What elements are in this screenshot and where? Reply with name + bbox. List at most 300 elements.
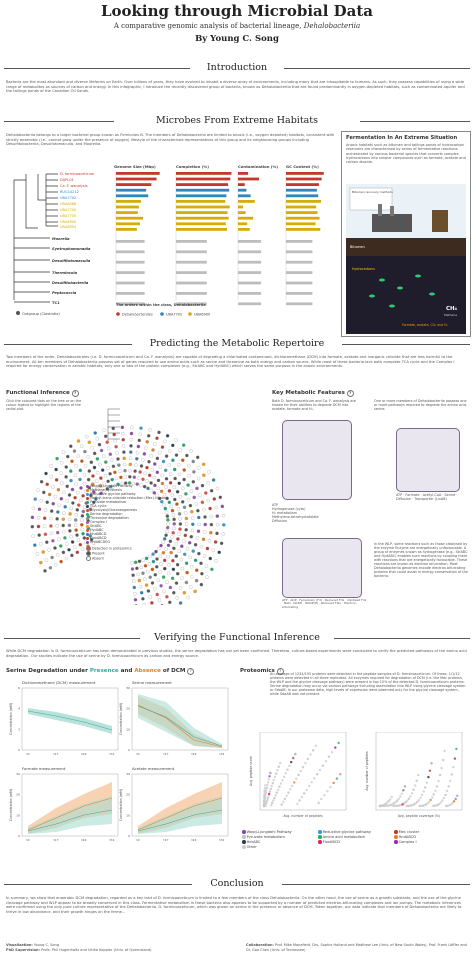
radial-dot[interactable] [130,426,133,429]
radial-dot[interactable] [171,577,174,580]
radial-dot[interactable] [81,548,84,551]
radial-dot[interactable] [123,457,126,460]
radial-dot[interactable] [115,451,118,454]
radial-dot[interactable] [185,454,188,457]
radial-dot[interactable] [181,567,184,570]
radial-dot[interactable] [192,550,195,553]
radial-dot[interactable] [151,448,154,451]
radial-dot[interactable] [91,474,94,477]
radial-dot[interactable] [162,590,165,593]
radial-dot[interactable] [187,484,190,487]
taxon-label[interactable]: D. formicoaceticum [60,172,95,176]
radial-dot[interactable] [74,474,77,477]
radial-dot[interactable] [203,515,206,518]
radial-dot[interactable] [202,538,205,541]
radial-dot[interactable] [101,469,104,472]
taxon-label[interactable]: RUG14212 [60,190,79,194]
radial-dot[interactable] [122,444,125,447]
radial-dot[interactable] [198,494,201,497]
radial-dot[interactable] [179,522,182,525]
radial-dot[interactable] [57,488,60,491]
radial-dot[interactable] [139,470,142,473]
radial-dot[interactable] [98,443,101,446]
radial-dot[interactable] [167,563,170,566]
radial-dot[interactable] [199,562,202,565]
radial-dot[interactable] [66,455,69,458]
radial-dot[interactable] [187,596,190,599]
radial-dot[interactable] [190,575,193,578]
radial-dot[interactable] [36,552,39,555]
radial-dot[interactable] [137,573,140,576]
radial-dot[interactable] [185,517,188,520]
radial-dot[interactable] [102,455,105,458]
radial-dot[interactable] [173,468,176,471]
radial-dot[interactable] [77,439,80,442]
radial-dot[interactable] [134,463,137,466]
radial-dot[interactable] [158,599,161,602]
radial-dot[interactable] [62,530,65,533]
radial-dot[interactable] [197,477,200,480]
radial-dot[interactable] [116,457,119,460]
proteomics-legend-item[interactable] [242,840,318,844]
radial-dot[interactable] [83,473,86,476]
radial-dot[interactable] [69,479,72,482]
radial-dot[interactable] [202,474,205,477]
radial-dot[interactable] [39,542,42,545]
radial-dot[interactable] [210,523,213,526]
radial-dot[interactable] [75,513,78,516]
radial-dot[interactable] [109,453,112,456]
radial-dot[interactable] [134,598,137,601]
radial-dot[interactable] [118,470,121,473]
radial-dot[interactable] [62,551,65,554]
radial-dot[interactable] [192,460,195,463]
radial-dot[interactable] [73,546,76,549]
radial-dot[interactable] [214,540,217,543]
radial-dot[interactable] [177,507,180,510]
radial-dot[interactable] [180,558,183,561]
radial-dot[interactable] [175,582,178,585]
radial-dot[interactable] [88,441,91,444]
help-icon[interactable]: ? [347,390,354,397]
radial-dot[interactable] [131,567,134,570]
radial-dot[interactable] [115,477,118,480]
radial-dot[interactable] [38,534,41,537]
radial-dot[interactable] [69,470,72,473]
radial-dot[interactable] [82,494,85,497]
radial-dot[interactable] [196,509,199,512]
radial-dot[interactable] [66,485,69,488]
radial-dot[interactable] [48,548,51,551]
radial-dot[interactable] [151,581,154,584]
radial-dot[interactable] [106,466,109,469]
radial-dot[interactable] [56,457,59,460]
radial-dot[interactable] [145,584,148,587]
radial-dot[interactable] [84,464,87,467]
taxon-label[interactable]: DUPL01 [60,178,74,182]
radial-dot[interactable] [48,493,51,496]
radial-dot[interactable] [178,512,181,515]
radial-dot[interactable] [197,523,200,526]
radial-dot[interactable] [88,469,91,472]
radial-dot[interactable] [197,530,200,533]
radial-dot[interactable] [129,444,132,447]
radial-dot[interactable] [93,452,96,455]
radial-dot[interactable] [208,539,211,542]
radial-dot[interactable] [104,474,107,477]
radial-dot[interactable] [87,455,90,458]
radial-dot[interactable] [40,499,43,502]
radial-dot[interactable] [185,562,188,565]
radial-dot[interactable] [60,482,63,485]
radial-dot[interactable] [140,566,143,569]
radial-dot[interactable] [114,439,117,442]
radial-dot[interactable] [76,508,79,511]
radial-dot[interactable] [156,471,159,474]
radial-dot[interactable] [130,432,133,435]
radial-dot[interactable] [144,446,147,449]
radial-dot[interactable] [129,463,132,466]
radial-dot[interactable] [215,506,218,509]
radial-dot[interactable] [43,569,46,572]
radial-dot[interactable] [189,449,192,452]
radial-dot[interactable] [98,463,101,466]
radial-dot[interactable] [139,585,142,588]
proteomics-legend-item[interactable] [394,840,470,844]
radial-dot[interactable] [162,576,165,579]
radial-dot[interactable] [52,502,55,505]
radial-dot[interactable] [138,579,141,582]
radial-dot[interactable] [63,536,66,539]
radial-dot[interactable] [42,550,45,553]
radial-dot[interactable] [79,543,82,546]
radial-dot[interactable] [65,475,68,478]
radial-dot[interactable] [60,497,63,500]
radial-dot[interactable] [60,461,63,464]
radial-dot[interactable] [159,465,162,468]
radial-dot[interactable] [107,480,110,483]
radial-dot[interactable] [55,478,58,481]
radial-dot[interactable] [171,444,174,447]
radial-dot[interactable] [178,528,181,531]
radial-dot[interactable] [95,479,98,482]
radial-dot[interactable] [161,474,164,477]
proteomics-legend-item[interactable] [242,845,318,849]
radial-dot[interactable] [36,489,39,492]
radial-dot[interactable] [184,511,187,514]
radial-dot[interactable] [200,545,203,548]
proteomics-legend-item[interactable] [394,835,470,839]
radial-dot[interactable] [60,560,63,563]
radial-dot[interactable] [96,471,99,474]
radial-dot[interactable] [176,537,179,540]
radial-dot[interactable] [197,467,200,470]
radial-dot[interactable] [66,499,69,502]
radial-dot[interactable] [117,464,120,467]
radial-dot[interactable] [31,525,34,528]
radial-dot[interactable] [136,451,139,454]
radial-dot[interactable] [103,429,106,432]
help-icon[interactable]: ? [187,668,194,675]
radial-dot[interactable] [100,449,103,452]
radial-dot[interactable] [37,516,40,519]
radial-dot[interactable] [67,548,70,551]
radial-dot[interactable] [149,576,152,579]
radial-dot[interactable] [207,481,210,484]
radial-dot[interactable] [51,539,54,542]
radial-dot[interactable] [54,563,57,566]
radial-dot[interactable] [185,528,188,531]
radial-dot[interactable] [133,586,136,589]
radial-dot[interactable] [77,504,80,507]
radial-dot[interactable] [38,508,41,511]
radial-dot[interactable] [40,480,43,483]
radial-dot[interactable] [115,445,118,448]
radial-dot[interactable] [39,561,42,564]
radial-dot[interactable] [111,478,114,481]
radial-dot[interactable] [212,478,215,481]
radial-dot[interactable] [160,604,163,605]
radial-dot[interactable] [65,465,68,468]
radial-dot[interactable] [81,528,84,531]
radial-dot[interactable] [140,591,143,594]
radial-dot[interactable] [124,475,127,478]
radial-dot[interactable] [188,541,191,544]
radial-dot[interactable] [178,482,181,485]
radial-dot[interactable] [145,466,148,469]
radial-dot[interactable] [187,498,190,501]
radial-dot[interactable] [135,567,138,570]
radial-dot[interactable] [32,534,35,537]
radial-dot[interactable] [157,579,160,582]
radial-dot[interactable] [153,443,156,446]
taxon-label[interactable]: UBA6904 [60,225,77,229]
radial-dot[interactable] [177,463,180,466]
radial-dot[interactable] [70,460,73,463]
order-legend-dot[interactable] [160,312,164,316]
radial-dot[interactable] [157,431,160,434]
radial-dot[interactable] [183,468,186,471]
radial-dot[interactable] [49,524,52,527]
radial-dot[interactable] [210,568,213,571]
radial-dot[interactable] [65,557,68,560]
radial-dot[interactable] [209,507,212,510]
radial-dot[interactable] [149,428,152,431]
radial-dot[interactable] [195,579,198,582]
radial-dot[interactable] [191,523,194,526]
radial-dot[interactable] [71,501,74,504]
radial-dot[interactable] [128,469,131,472]
radial-dot[interactable] [44,533,47,536]
radial-dot[interactable] [201,484,204,487]
radial-dot[interactable] [181,577,184,580]
radial-dot[interactable] [144,564,147,567]
radial-dot[interactable] [157,479,160,482]
radial-dot[interactable] [181,459,184,462]
radial-dot[interactable] [77,538,80,541]
proteomics-legend-item[interactable] [318,840,394,844]
radial-dot[interactable] [123,463,126,466]
radial-dot[interactable] [205,576,208,579]
radial-dot[interactable] [134,470,137,473]
radial-dot[interactable] [165,595,168,598]
radial-dot[interactable] [189,585,192,588]
radial-dot[interactable] [192,470,195,473]
radial-dot[interactable] [57,538,60,541]
radial-dot[interactable] [119,476,122,479]
radial-dot[interactable] [182,444,185,447]
radial-dot[interactable] [37,525,40,528]
radial-dot[interactable] [112,427,115,430]
radial-dot[interactable] [197,552,200,555]
radial-dot[interactable] [176,563,179,566]
radial-dot[interactable] [104,435,107,438]
taxon-label[interactable]: UBA7702 [60,196,77,200]
radial-dot[interactable] [186,571,189,574]
radial-dot[interactable] [153,462,156,465]
radial-dot[interactable] [219,496,222,499]
radial-dot[interactable] [74,518,77,521]
taxon-label[interactable]: UBA7700 [60,208,77,212]
radial-dot[interactable] [193,496,196,499]
radial-dot[interactable] [143,472,146,475]
radial-dot[interactable] [207,470,210,473]
radial-dot[interactable] [122,451,125,454]
radial-dot[interactable] [71,488,74,491]
radial-dot[interactable] [62,524,65,527]
radial-dot[interactable] [162,460,165,463]
radial-dot[interactable] [164,469,167,472]
function-legend-item[interactable] [86,540,176,544]
radial-dot[interactable] [50,532,53,535]
radial-dot[interactable] [56,531,59,534]
radial-dot[interactable] [197,516,200,519]
radial-dot[interactable] [141,597,144,600]
radial-dot[interactable] [106,441,109,444]
radial-dot[interactable] [139,433,142,436]
radial-dot[interactable] [82,510,85,513]
radial-dot[interactable] [123,469,126,472]
radial-dot[interactable] [81,514,84,517]
radial-dot[interactable] [137,445,140,448]
radial-dot[interactable] [143,578,146,581]
radial-dot[interactable] [43,517,46,520]
radial-dot[interactable] [150,601,153,604]
radial-dot[interactable] [181,487,184,490]
radial-dot[interactable] [50,475,53,478]
radial-dot[interactable] [183,553,186,556]
radial-dot[interactable] [148,562,151,565]
radial-dot[interactable] [156,457,159,460]
radial-dot[interactable] [75,464,78,467]
radial-dot[interactable] [79,486,82,489]
radial-dot[interactable] [183,591,186,594]
radial-dot[interactable] [46,483,49,486]
radial-dot[interactable] [128,475,131,478]
help-icon[interactable]: ? [72,390,79,397]
radial-dot[interactable] [203,554,206,557]
radial-dot[interactable] [220,542,223,545]
radial-dot[interactable] [169,473,172,476]
radial-dot[interactable] [59,544,62,547]
radial-dot[interactable] [187,464,190,467]
radial-dot[interactable] [209,531,212,534]
radial-dot[interactable] [190,535,193,538]
radial-dot[interactable] [70,554,73,557]
radial-dot[interactable] [183,478,186,481]
radial-dot[interactable] [172,568,175,571]
radial-dot[interactable] [151,568,154,571]
radial-dot[interactable] [195,487,198,490]
radial-dot[interactable] [191,516,194,519]
radial-dot[interactable] [132,580,135,583]
radial-dot[interactable] [69,535,72,538]
radial-dot[interactable] [45,559,48,562]
radial-dot[interactable] [138,439,141,442]
radial-dot[interactable] [80,445,83,448]
radial-dot[interactable] [60,472,63,475]
radial-dot[interactable] [80,519,83,522]
radial-dot[interactable] [195,569,198,572]
proteomics-legend-item[interactable] [318,835,394,839]
radial-dot[interactable] [143,452,146,455]
radial-dot[interactable] [185,581,188,584]
radial-dot[interactable] [202,463,205,466]
radial-dot[interactable] [216,523,219,526]
radial-dot[interactable] [112,465,115,468]
radial-dot[interactable] [202,508,205,511]
order-legend-dot[interactable] [188,312,192,316]
radial-dot[interactable] [107,447,110,450]
radial-dot[interactable] [83,450,86,453]
radial-dot[interactable] [186,547,189,550]
proteomics-legend-item[interactable] [242,830,318,834]
radial-dot[interactable] [221,505,224,508]
radial-dot[interactable] [222,514,225,517]
radial-dot[interactable] [50,510,53,513]
radial-dot[interactable] [69,445,72,448]
radial-dot[interactable] [161,446,164,449]
radial-dot[interactable] [194,543,197,546]
radial-dot[interactable] [104,461,107,464]
radial-dot[interactable] [32,507,35,510]
radial-dot[interactable] [45,541,48,544]
radial-dot[interactable] [81,532,84,535]
radial-dot[interactable] [159,562,162,565]
radial-dot[interactable] [54,495,57,498]
radial-dot[interactable] [90,461,93,464]
radial-dot[interactable] [206,547,209,550]
radial-dot[interactable] [62,518,65,521]
radial-dot[interactable] [53,546,56,549]
proteomics-legend-item[interactable] [242,835,318,839]
radial-dot[interactable] [205,565,208,568]
radial-dot[interactable] [96,457,99,460]
radial-dot[interactable] [58,504,61,507]
radial-dot[interactable] [203,530,206,533]
radial-dot[interactable] [216,487,219,490]
radial-dot[interactable] [187,474,190,477]
radial-dot[interactable] [68,518,71,521]
radial-dot[interactable] [42,491,45,494]
radial-dot[interactable] [93,466,96,469]
taxon-label[interactable]: Ca. F. wanalysis [60,184,88,188]
radial-dot[interactable] [149,595,152,598]
radial-dot[interactable] [65,542,68,545]
radial-dot[interactable] [182,539,185,542]
radial-dot[interactable] [167,572,170,575]
radial-dot[interactable] [179,495,182,498]
